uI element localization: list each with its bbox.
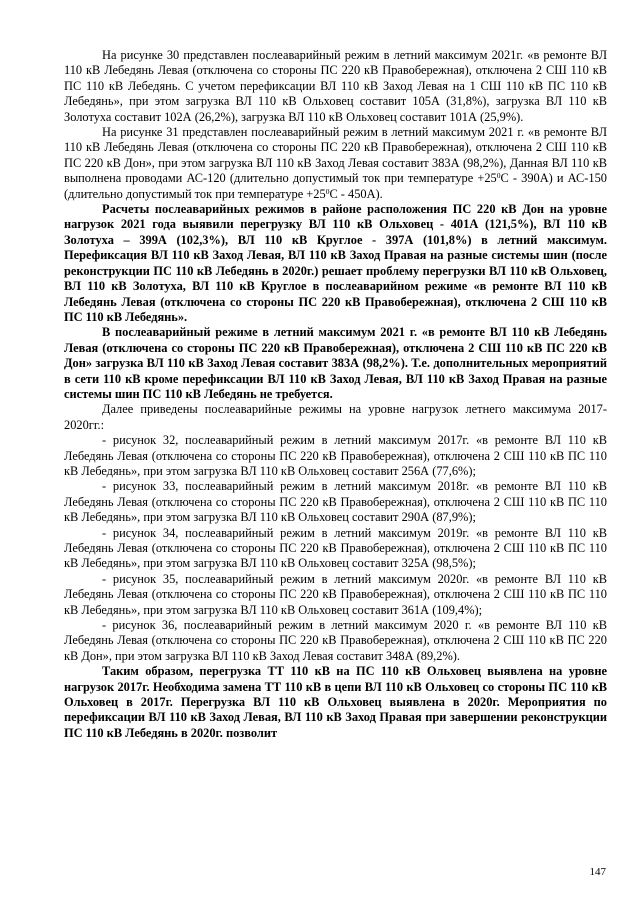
list-item-fig34: - рисунок 34, послеаварийный режим в летний максимум 2019г. «в ремонте ВЛ 110 кВ Лебедянь Левая (отключена со стороны ПС 220 кВ Правобережная), отключена 2 СШ 110 кВ ПС 110 кВ Лебедянь», при этом загрузка ВЛ 110 кВ Ольховец составит 325А (98,5%); [64,525,607,571]
paragraph-fig30: На рисунке 30 представлен послеаварийный режим в летний максимум 2021г. «в ремонте ВЛ 110 кВ Лебедянь Левая (отключена со стороны ПС 220 кВ Правобережная), отключена 2 СШ 110 кВ ПС 110 кВ Лебедянь. С учетом перефиксации ВЛ 110 кВ Заход Левая на 1 СШ 110 кВ ПС 110 кВ Лебедянь», при этом загрузка ВЛ 110 кВ Ольховец составит 105А (31,8%), загрузка ВЛ 110 кВ Золотуха составит 102А (26,2%), загрузка ВЛ 110 кВ Ольховец составит 101А (25,9%). [64,48,607,124]
list-item-fig36: - рисунок 36, послеаварийный режим в летний максимум 2020 г. «в ремонте ВЛ 110 кВ Лебедянь Левая (отключена со стороны ПС 220 кВ Правобережная), отключена 2 СШ 110 кВ ПС 220 кВ Дон», при этом загрузка ВЛ 110 кВ Заход Левая составит 348А (89,2%). [64,618,607,663]
paragraph-fig31-part1: На рисунке 31 представлен послеаварийный режим в летний максимум 2021 г. «в ремонте ВЛ 110 кВ Лебедянь Левая (отключена со стороны ПС 220 кВ Правобережная), отключена 2 СШ 110 кВ ПС 220 кВ Дон», при этом загрузка ВЛ 110 кВ Заход Левая составит 383А (98,2%), Данная ВЛ 110 кВ выполнена проводами АС-120 (длительно допустимый ток при температуре +25 [64,125,607,186]
paragraph-fig31-part2: С - 390А) и АС-150 (длительно допустимый ток при температуре +25 [64,171,607,201]
list-item-fig35: - рисунок 35, послеаварийный режим в летний максимум 2020г. «в ремонте ВЛ 110 кВ Лебедянь Левая (отключена со стороны ПС 220 кВ Правобережная), отключена 2 СШ 110 кВ ПС 110 кВ Лебедянь», при этом загрузка ВЛ 110 кВ Ольховец составит 361А (109,4%); [64,571,607,617]
degree-superscript: 0 [325,186,330,196]
list-item-fig33: - рисунок 33, послеаварийный режим в летний максимум 2018г. «в ремонте ВЛ 110 кВ Лебедянь Левая (отключена со стороны ПС 220 кВ Правобережная), отключена 2 СШ 110 кВ ПС 110 кВ Лебедянь», при этом загрузка ВЛ 110 кВ Ольховец составит 290А (87,9%); [64,479,607,525]
paragraph-calc-summary: Расчеты послеаварийных режимов в районе расположения ПС 220 кВ Дон на уровне нагрузок 2021 года выявили перегрузку ВЛ 110 кВ Ольховец - 401А (121,5%), ВЛ 110 кВ Золотуха – 399А (102,3%), ВЛ 110 кВ Круглое - 397А (101,8%) в летний максимум. Перефиксация ВЛ 110 кВ Заход Левая, ВЛ 110 кВ Заход Правая на разные системы шин (после реконструкции ПС 110 кВ Лебедянь в 2020г.) решает проблему перегрузки ВЛ 110 кВ Ольховец, ВЛ 110 кВ Золотуха, ВЛ 110 кВ Круглое в послеаварийном режиме «в ремонте ВЛ 110 кВ Лебедянь Левая (отключена со стороны ПС 220 кВ Правобережная), отключена 2 СШ 110 кВ ПС 110 кВ Лебедянь». [64,202,607,324]
paragraph-intro-list: Далее приведены послеаварийные режимы на уровне нагрузок летнего максимума 2017-2020гг.: [64,402,607,432]
paragraph-conclusion: Таким образом, перегрузка ТТ 110 кВ на ПС 110 кВ Ольховец выявлена на уровне нагрузок 2017г. Необходима замена ТТ 110 кВ в цепи ВЛ 110 кВ Ольховец со стороны ПС 110 кВ Ольховец в 2017г. Перегрузка ВЛ 110 кВ Ольховец выявлена в 2020г. Мероприятия по перефиксации ВЛ 110 кВ Заход Левая, ВЛ 110 кВ Заход Правая при завершении реконструкции ПС 110 кВ Лебедянь в 2020г. позволит [64,664,607,740]
paragraph-fig31-part3: С - 450А). [329,186,383,201]
paragraph-post-emergency-2021: В послеаварийный режиме в летний максимум 2021 г. «в ремонте ВЛ 110 кВ Лебедянь Левая (отключена со стороны ПС 220 кВ Правобережная), отключена 2 СШ 110 кВ ПС 220 кВ Дон» загрузка ВЛ 110 кВ Заход Левая составит 383А (98,2%). Т.е. дополнительных мероприятий в сети 110 кВ кроме перефиксации ВЛ 110 кВ Заход Левая, ВЛ 110 кВ Заход Правая на разные системы шин ПС 110 кВ Лебедянь не требуется. [64,325,607,401]
paragraph-fig31 [64,125,607,202]
list-item-fig32: - рисунок 32, послеаварийный режим в летний максимум 2017г. «в ремонте ВЛ 110 кВ Лебедянь Левая (отключена со стороны ПС 220 кВ Правобережная), отключена 2 СШ 110 кВ ПС 110 кВ Лебедянь», при этом загрузка ВЛ 110 кВ Ольховец составит 256А (77,6%); [64,433,607,478]
degree-superscript: 0 [496,171,501,181]
page-number: 147 [589,866,606,878]
